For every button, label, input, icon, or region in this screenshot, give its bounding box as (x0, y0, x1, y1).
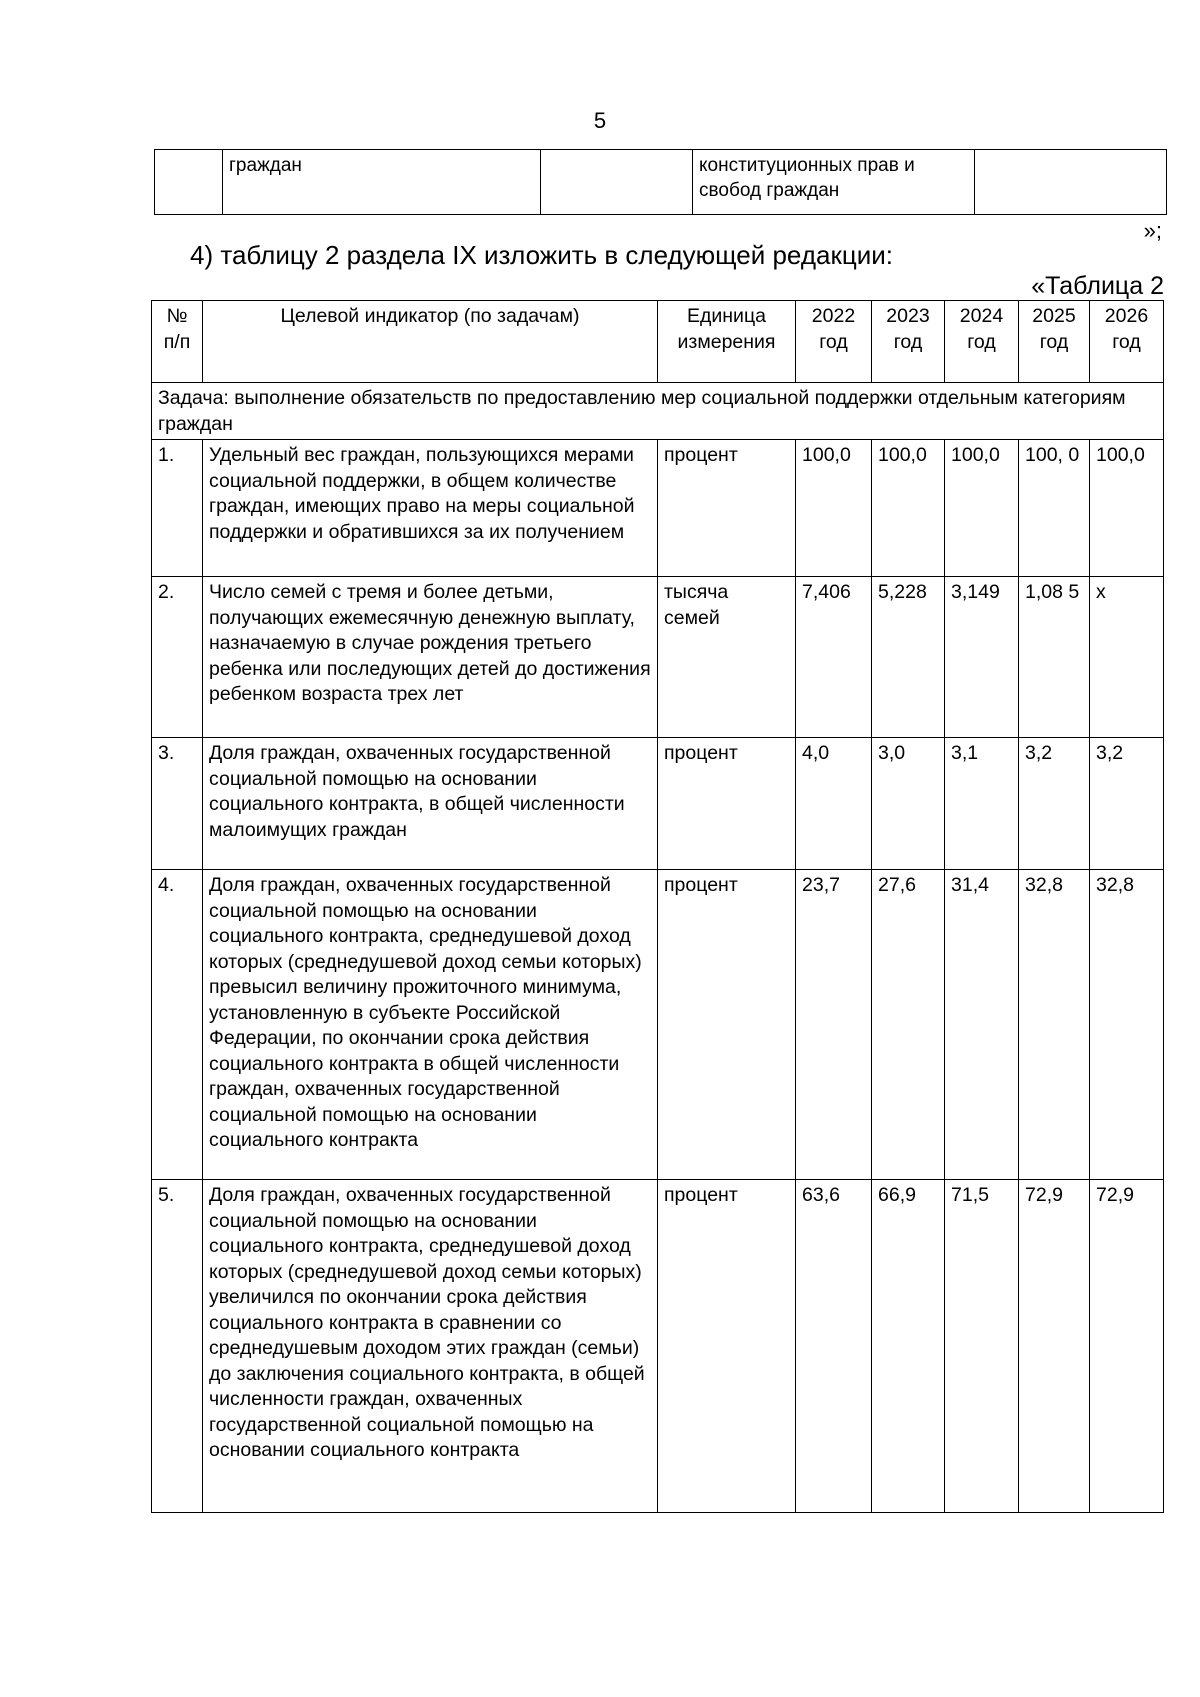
row-value-2026: 100,0 (1090, 440, 1164, 577)
row-value-2024: 3,1 (945, 738, 1019, 870)
table-row (155, 150, 1167, 215)
continuation-table (154, 149, 1167, 215)
instruction-text: 4) таблицу 2 раздела IX изложить в следующей редакции: (190, 240, 893, 270)
header-2025: 2025 год (1019, 301, 1090, 383)
row-value-2022: 23,7 (796, 870, 872, 1180)
row-indicator: Число семей с тремя и более детьми, получающих ежемесячную денежную выплату, назначаемую в случае рождения третьего ребенка или последующих детей до достижения ребенком возраста трех лет (203, 577, 658, 738)
row-value-2023: 27,6 (872, 870, 945, 1180)
row-value-2024: 31,4 (945, 870, 1019, 1180)
row-unit: процент (658, 870, 796, 1180)
header-indicator: Целевой индикатор (по задачам) (203, 301, 658, 383)
header-2024: 2024 год (945, 301, 1019, 383)
closing-quote: »; (1143, 218, 1162, 243)
row-value-2025: 72,9 (1019, 1180, 1090, 1513)
header-row (152, 301, 1164, 383)
header-num: № п/п (152, 301, 203, 383)
row-value-2023: 3,0 (872, 738, 945, 870)
row-num: 3. (152, 738, 203, 870)
page-number: 5 (593, 108, 607, 133)
row-value-2022: 4,0 (796, 738, 872, 870)
row-value-2026: 72,9 (1090, 1180, 1164, 1513)
row-indicator: Доля граждан, охваченных государственной социальной помощью на основании социального контракта, среднедушевой доход которых (среднедушевой доход семьи которых) превысил величину прожиточного минимума, установленную в субъекте Российской Федерации, по окончании срока действия социального контракта в общей численности граждан, охваченных государственной социальной помощью на основании социального контракта (203, 870, 658, 1180)
header-2022: 2022 год (796, 301, 872, 383)
row-value-2022: 63,6 (796, 1180, 872, 1513)
row-num: 5. (152, 1180, 203, 1513)
table-row (152, 738, 1164, 870)
header-2023: 2023 год (872, 301, 945, 383)
row-value-2025: 3,2 (1019, 738, 1090, 870)
row-num: 1. (152, 440, 203, 577)
row-value-2025: 1,08 5 (1019, 577, 1090, 738)
row-unit: процент (658, 1180, 796, 1513)
row-value-2026: х (1090, 577, 1164, 738)
table-cell: граждан (223, 150, 541, 215)
row-value-2026: 3,2 (1090, 738, 1164, 870)
task-row (152, 383, 1164, 440)
row-value-2024: 71,5 (945, 1180, 1019, 1513)
task-title: Задача: выполнение обязательств по предоставлению мер социальной поддержки отдельным категориям граждан (152, 383, 1164, 440)
row-indicator: Доля граждан, охваченных государственной социальной помощью на основании социального контракта, среднедушевой доход которых (среднедушевой доход семьи которых) увеличился по окончании срока действия социального контракта в сравнении со среднедушевым доходом этих граждан (семьи) до заключения социального контракта, в общей численности граждан, охваченных государственной социальной помощью на основании социального контракта (203, 1180, 658, 1513)
table-cell (975, 150, 1167, 215)
row-value-2023: 66,9 (872, 1180, 945, 1513)
header-unit: Единица измерения (658, 301, 796, 383)
table-row (152, 577, 1164, 738)
row-value-2026: 32,8 (1090, 870, 1164, 1180)
table-row (152, 1180, 1164, 1513)
table-row (152, 870, 1164, 1180)
row-value-2022: 100,0 (796, 440, 872, 577)
table-cell: конституционных прав и свобод граждан (693, 150, 975, 215)
row-num: 4. (152, 870, 203, 1180)
row-indicator: Доля граждан, охваченных государственной социальной помощью на основании социального контракта, в общей численности малоимущих граждан (203, 738, 658, 870)
row-value-2023: 100,0 (872, 440, 945, 577)
table-cell (155, 150, 223, 215)
row-num: 2. (152, 577, 203, 738)
row-value-2024: 3,149 (945, 577, 1019, 738)
row-indicator: Удельный вес граждан, пользующихся мерами социальной поддержки, в общем количестве граждан, имеющих право на меры социальной поддержки и обратившихся за их получением (203, 440, 658, 577)
indicators-table (151, 300, 1164, 1513)
table-row (152, 440, 1164, 577)
row-unit: процент (658, 440, 796, 577)
row-value-2024: 100,0 (945, 440, 1019, 577)
table-cell (541, 150, 693, 215)
row-unit: процент (658, 738, 796, 870)
header-2026: 2026 год (1090, 301, 1164, 383)
row-value-2022: 7,406 (796, 577, 872, 738)
row-unit: тысяча семей (658, 577, 796, 738)
table-caption: «Таблица 2 (1031, 272, 1164, 300)
row-value-2025: 100, 0 (1019, 440, 1090, 577)
row-value-2025: 32,8 (1019, 870, 1090, 1180)
row-value-2023: 5,228 (872, 577, 945, 738)
